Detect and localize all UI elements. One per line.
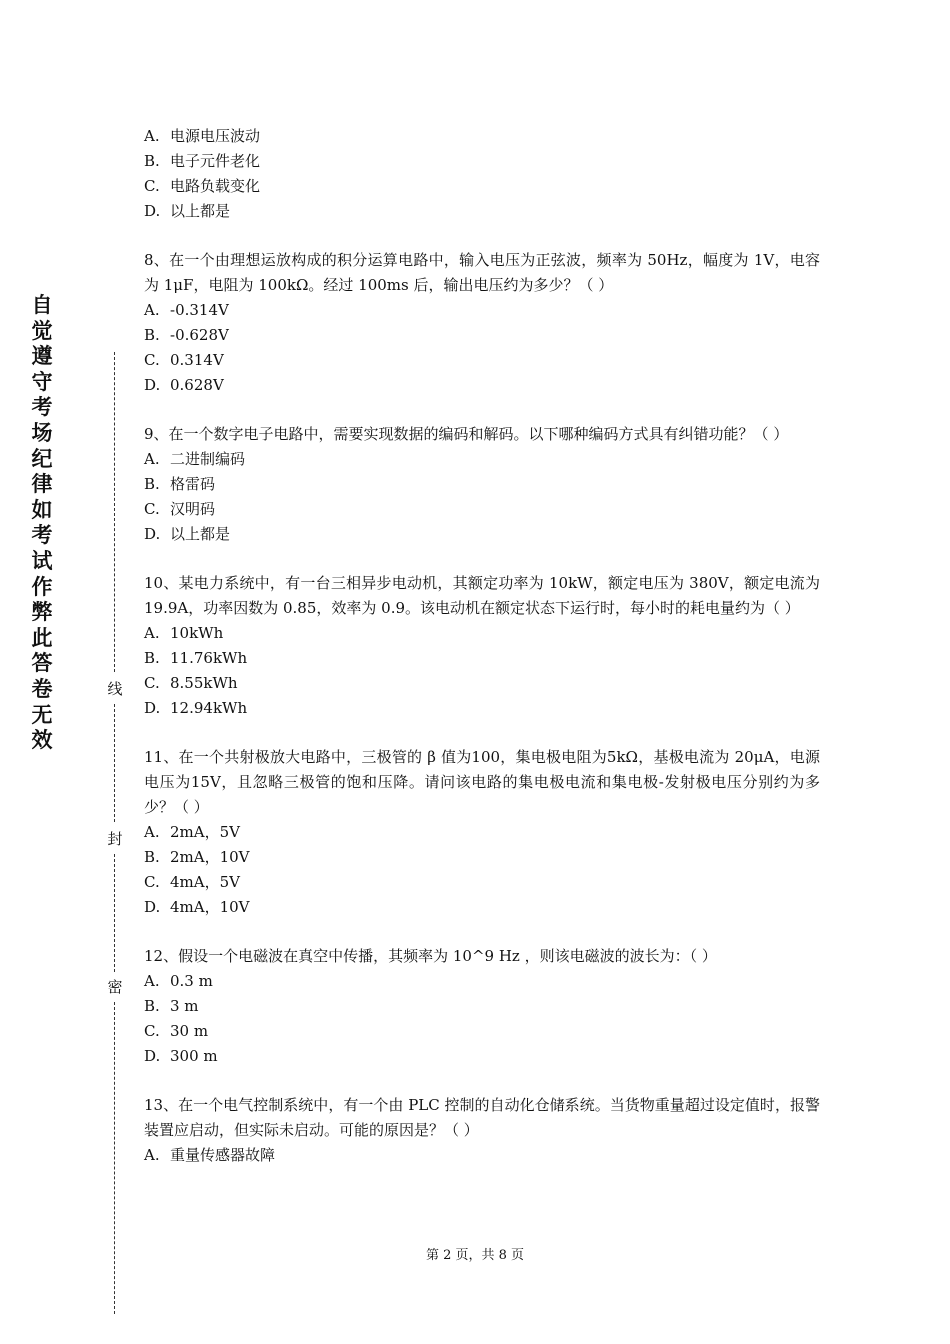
answer-option xyxy=(144,646,820,671)
answer-option xyxy=(144,124,820,149)
answer-option xyxy=(144,671,820,696)
option-letter: D. xyxy=(144,898,161,916)
option-text: 0.314V xyxy=(170,351,224,369)
question-block xyxy=(144,124,820,224)
binding-line-label: 线 xyxy=(107,680,123,698)
answer-option xyxy=(144,497,820,522)
answer-option xyxy=(144,994,820,1019)
option-text: 2mA，10V xyxy=(170,848,250,866)
option-text: 电子元件老化 xyxy=(170,152,261,170)
answer-option xyxy=(144,895,820,920)
answer-option xyxy=(144,969,820,994)
option-text: -0.314V xyxy=(170,301,229,319)
option-letter: D. xyxy=(144,202,161,220)
answer-option xyxy=(144,199,820,224)
option-letter: B. xyxy=(144,475,160,493)
option-letter: A. xyxy=(144,624,160,642)
option-letter: A. xyxy=(144,823,160,841)
answer-option xyxy=(144,621,820,646)
question-block xyxy=(144,571,820,721)
answer-option xyxy=(144,149,820,174)
binding-dashed-line xyxy=(114,704,115,822)
answer-option xyxy=(144,870,820,895)
answer-option xyxy=(144,472,820,497)
option-text: 以上都是 xyxy=(170,525,231,543)
question-block xyxy=(144,1093,820,1168)
option-letter: A. xyxy=(144,127,160,145)
option-letter: D. xyxy=(144,525,161,543)
option-letter: C. xyxy=(144,351,160,369)
question-stem: 9、在一个数字电子电路中，需要实现数据的编码和解码。以下哪种编码方式具有纠错功能？（ ） xyxy=(144,425,789,443)
option-text: 二进制编码 xyxy=(170,450,246,468)
option-letter: B. xyxy=(144,997,160,1015)
option-text: 2mA，5V xyxy=(170,823,240,841)
option-text: 11.76kWh xyxy=(170,649,248,667)
answer-option xyxy=(144,373,820,398)
option-text: 0.3 m xyxy=(170,972,213,990)
option-letter: C. xyxy=(144,674,160,692)
option-text: 电路负载变化 xyxy=(170,177,261,195)
question-stem: 13、在一个电气控制系统中，有一个由 PLC 控制的自动化仓储系统。当货物重量超过设定值时，报警装置应启动，但实际未启动。可能的原因是？（ ） xyxy=(144,1096,820,1139)
option-text: 30 m xyxy=(170,1022,209,1040)
answer-option xyxy=(144,447,820,472)
option-text: 重量传感器故障 xyxy=(170,1146,276,1164)
answer-option xyxy=(144,1019,820,1044)
question-stem: 12、假设一个电磁波在真空中传播，其频率为 10^9 Hz ，则该电磁波的波长为：（ ） xyxy=(144,947,717,965)
answer-option xyxy=(144,1044,820,1069)
question-stem: 8、在一个由理想运放构成的积分运算电路中，输入电压为正弦波，频率为 50Hz，幅度为 1V，电容为 1μF，电阻为 100kΩ。经过 100ms 后，输出电压约为多少？（ ） xyxy=(144,251,820,294)
question-block xyxy=(144,422,820,547)
option-text: 4mA，5V xyxy=(170,873,240,891)
option-text: 0.628V xyxy=(170,376,224,394)
answer-option xyxy=(144,323,820,348)
answer-option xyxy=(144,348,820,373)
option-letter: D. xyxy=(144,1047,161,1065)
option-letter: D. xyxy=(144,376,161,394)
option-text: 12.94kWh xyxy=(170,699,248,717)
question-block xyxy=(144,944,820,1069)
answer-option xyxy=(144,1143,820,1168)
page-number: 第 2 页，共 8 页 xyxy=(425,1248,525,1263)
option-letter: B. xyxy=(144,152,160,170)
option-text: 10kWh xyxy=(170,624,224,642)
option-letter: C. xyxy=(144,177,160,195)
option-text: 8.55kWh xyxy=(170,674,238,692)
option-letter: B. xyxy=(144,326,160,344)
option-text: 300 m xyxy=(170,1047,218,1065)
answer-option xyxy=(144,522,820,547)
binding-dashed-line xyxy=(114,1002,115,1314)
question-block xyxy=(144,248,820,398)
option-letter: B. xyxy=(144,649,160,667)
question-stem: 11、在一个共射极放大电路中，三极管的 β 值为100，集电极电阻为5kΩ，基极电流为 20μA，电源电压为15V，且忽略三极管的饱和压降。请问该电路的集电极电流和集电极-发射极电压分别约为多少？（ ） xyxy=(144,748,820,816)
binding-secret-label: 密 xyxy=(107,978,123,996)
binding-dashed-line xyxy=(114,854,115,972)
binding-dashed-line xyxy=(114,352,115,672)
answer-option xyxy=(144,174,820,199)
option-letter: C. xyxy=(144,1022,160,1040)
option-text: 3 m xyxy=(170,997,199,1015)
option-text: 汉明码 xyxy=(170,500,216,518)
answer-option xyxy=(144,696,820,721)
option-letter: D. xyxy=(144,699,161,717)
option-letter: A. xyxy=(144,972,160,990)
question-stem: 10、某电力系统中，有一台三相异步电动机，其额定功率为 10kW，额定电压为 380V，额定电流为 19.9A，功率因数为 0.85，效率为 0.9。该电动机在额定状态下运行时，每小时的耗电量约为（ ） xyxy=(144,574,820,617)
option-letter: B. xyxy=(144,848,160,866)
answer-option xyxy=(144,845,820,870)
question-block xyxy=(144,745,820,920)
option-text: 格雷码 xyxy=(170,475,216,493)
answer-option xyxy=(144,820,820,845)
option-text: -0.628V xyxy=(170,326,229,344)
option-letter: C. xyxy=(144,500,160,518)
option-letter: A. xyxy=(144,301,160,319)
question-list xyxy=(144,124,820,1192)
option-text: 电源电压波动 xyxy=(170,127,261,145)
option-text: 以上都是 xyxy=(170,202,231,220)
option-letter: C. xyxy=(144,873,160,891)
answer-option xyxy=(144,298,820,323)
binding-seal-label: 封 xyxy=(107,830,123,848)
option-letter: A. xyxy=(144,1146,160,1164)
exam-discipline-warning: 自觉遵守考场纪律如考试作弊此答卷无效 xyxy=(31,293,53,753)
option-text: 4mA，10V xyxy=(170,898,250,916)
option-letter: A. xyxy=(144,450,160,468)
